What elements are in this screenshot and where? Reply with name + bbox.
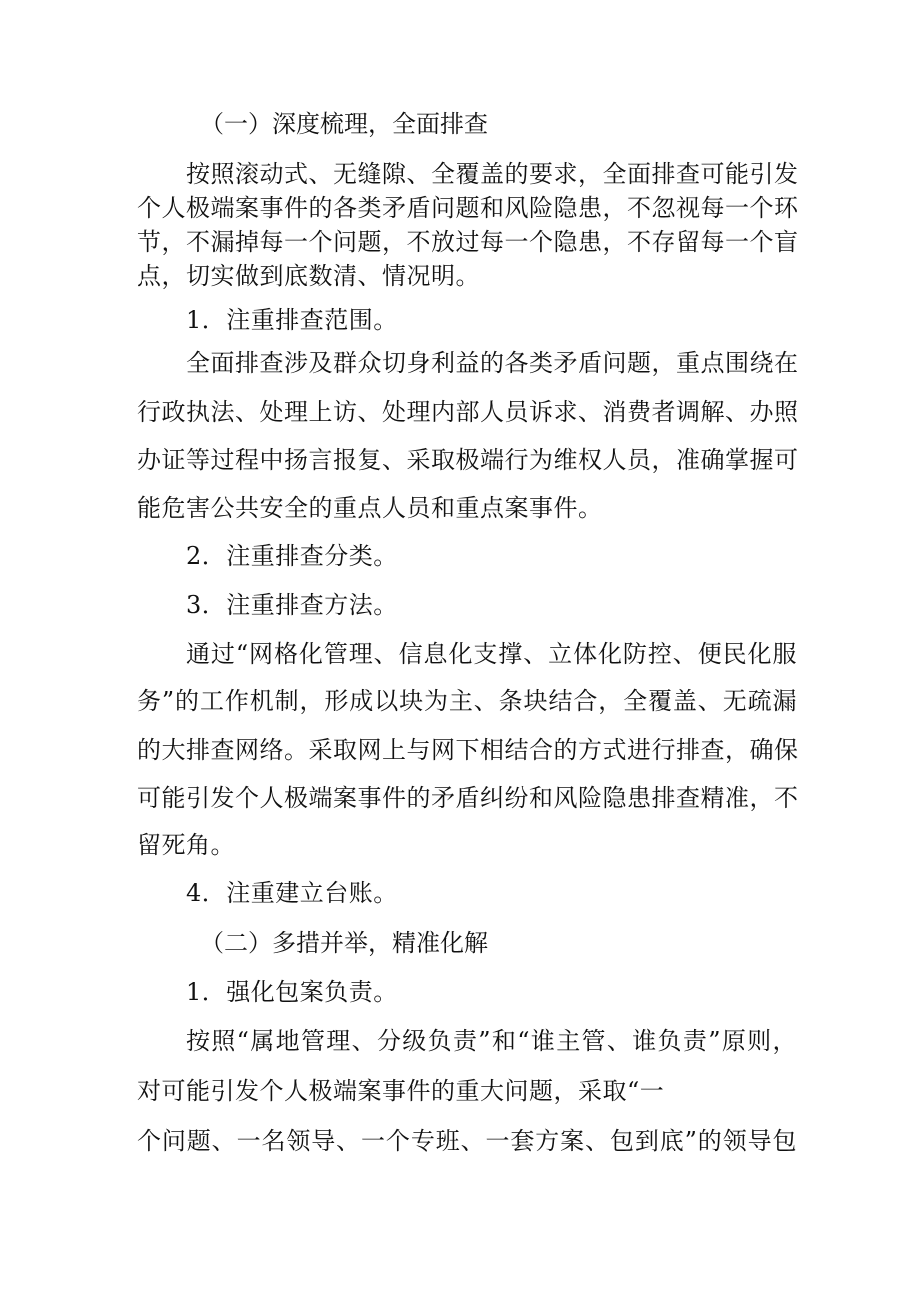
- paragraph-line: 按照滚动式、无缝隙、全覆盖的要求，全面排查可能引发: [186, 160, 799, 188]
- paragraph-line: 通过“网格化管理、信息化支撑、立体化防控、便民化服: [186, 640, 797, 668]
- paragraph-line: 务”的工作机制，形成以块为主、条块结合，全覆盖、无疏漏: [137, 687, 797, 715]
- list-item-heading: 1．注重排查范围。: [186, 306, 398, 334]
- paragraph-line: 个问题、一名领导、一个专班、一套方案、包到底”的领导包: [137, 1127, 797, 1155]
- paragraph-line: 对可能引发个人极端案事件的重大问题，采取“一: [137, 1077, 665, 1105]
- list-item-heading: 1．强化包案负责。: [186, 978, 398, 1006]
- section-heading-2: （二）多措并举，精准化解: [200, 929, 488, 957]
- paragraph-line: 可能引发个人极端案事件的矛盾纠纷和风险隐患排查精准，不: [137, 784, 799, 812]
- list-item-heading: 3．注重排查方法。: [186, 591, 398, 619]
- list-item-heading: 2．注重排查分类。: [186, 542, 398, 570]
- paragraph-line: 按照“属地管理、分级负责”和“谁主管、谁负责”原则，: [186, 1027, 797, 1055]
- paragraph-line: 节，不漏掉每一个问题，不放过每一个隐患，不存留每一个盲: [137, 228, 799, 256]
- paragraph-line: 个人极端案事件的各类矛盾问题和风险隐患，不忽视每一个环: [137, 194, 799, 222]
- paragraph-line: 能危害公共安全的重点人员和重点案事件。: [137, 494, 603, 522]
- paragraph-line: 办证等过程中扬言报复、采取极端行为维权人员，准确掌握可: [137, 446, 799, 474]
- paragraph-line: 的大排查网络。采取网上与网下相结合的方式进行排查，确保: [137, 736, 799, 764]
- paragraph-line: 全面排查涉及群众切身利益的各类矛盾问题，重点围绕在: [186, 349, 799, 377]
- paragraph-line: 留死角。: [137, 831, 235, 859]
- paragraph-line: 点，切实做到底数清、情况明。: [137, 262, 480, 290]
- section-heading-1: （一）深度梳理，全面排查: [200, 110, 488, 138]
- list-item-heading: 4．注重建立台账。: [186, 879, 398, 907]
- paragraph-line: 行政执法、处理上访、处理内部人员诉求、消费者调解、办照: [137, 398, 799, 426]
